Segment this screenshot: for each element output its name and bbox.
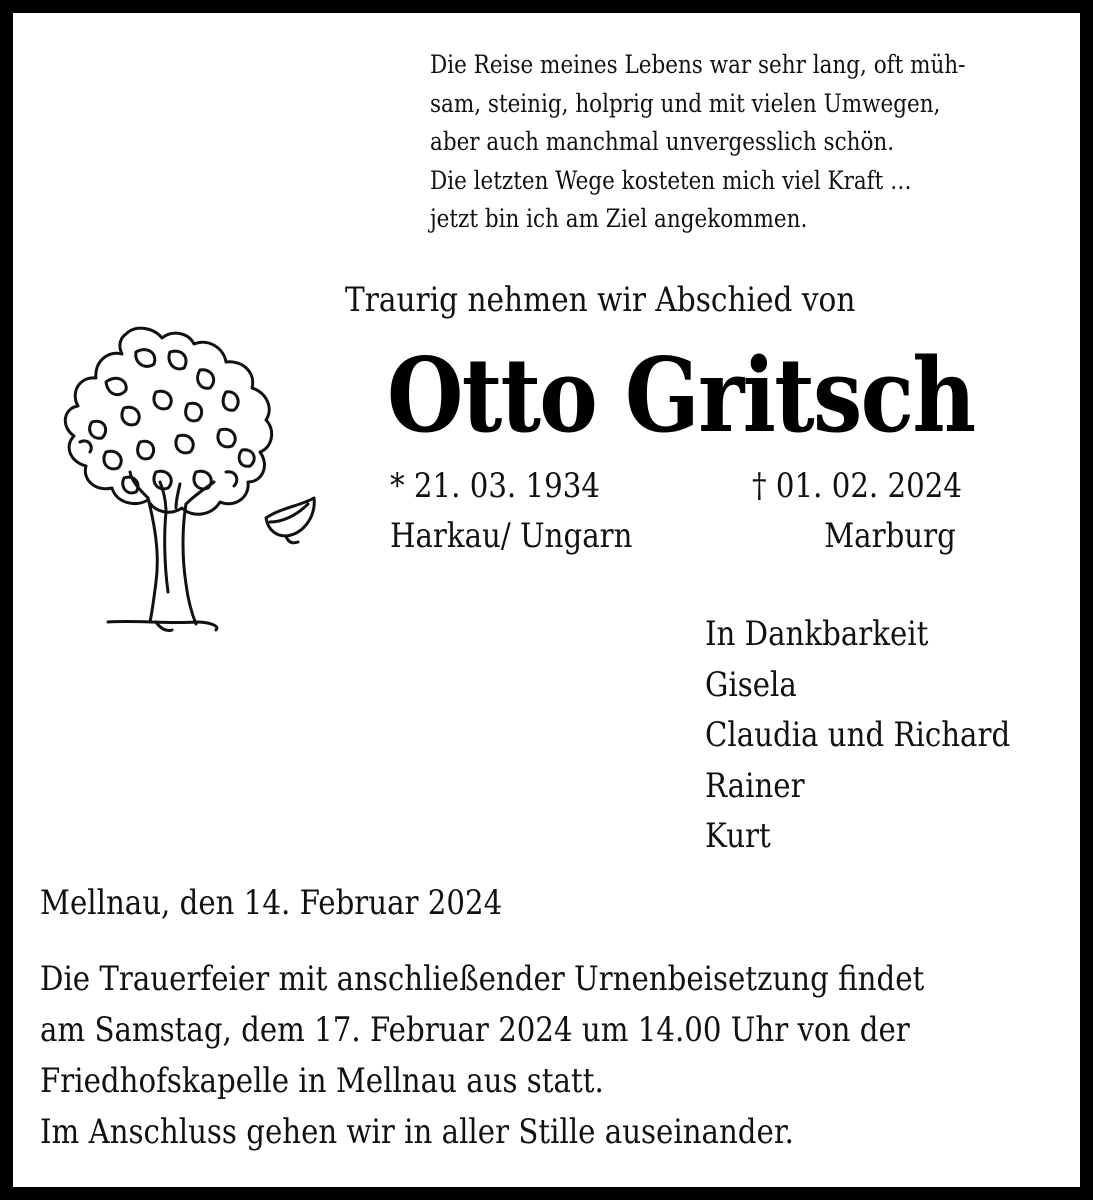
poem-line: jetzt bin ich am Ziel angekommen.: [430, 204, 808, 233]
family-line: In Dankbarkeit: [705, 614, 929, 654]
death-place: Marburg: [824, 516, 956, 556]
family-signature: [705, 609, 1010, 862]
poem: [430, 46, 966, 239]
family-line: Claudia und Richard: [705, 715, 1011, 755]
funeral-line: am Samstag, dem 17. Februar 2024 um 14.00 Uhr von der: [40, 1010, 910, 1050]
poem-line: aber auch manchmal unvergesslich schön.: [430, 127, 895, 156]
funeral-info: [40, 954, 924, 1158]
birth-info: [390, 461, 632, 561]
family-line: Rainer: [705, 765, 805, 806]
family-line: Kurt: [705, 816, 771, 856]
funeral-line: Im Anschluss gehen wir in aller Stille auseinander.: [40, 1112, 794, 1152]
poem-line: sam, steinig, holprig und mit vielen Umwegen,: [430, 88, 941, 118]
deceased-name: Otto Gritsch: [387, 336, 975, 456]
poem-line: Die letzten Wege kosteten mich viel Kraft …: [430, 165, 912, 195]
intro-line: Traurig nehmen wir Abschied von: [345, 280, 856, 320]
death-date: † 01. 02. 2024: [752, 466, 962, 506]
funeral-line: Die Trauerfeier mit anschließender Urnenbeisetzung findet: [40, 959, 925, 999]
birth-place: Harkau/ Ungarn: [390, 516, 633, 556]
dateline: Mellnau, den 14. Februar 2024: [40, 883, 503, 923]
funeral-line: Friedhofskapelle in Mellnau aus statt.: [40, 1061, 604, 1101]
family-line: Gisela: [705, 664, 797, 705]
death-info: [752, 461, 962, 561]
poem-line: Die Reise meines Lebens war sehr lang, oft müh-: [430, 50, 966, 79]
birth-date: * 21. 03. 1934: [390, 466, 600, 506]
tree-with-falling-leaf-icon: [36, 322, 326, 638]
